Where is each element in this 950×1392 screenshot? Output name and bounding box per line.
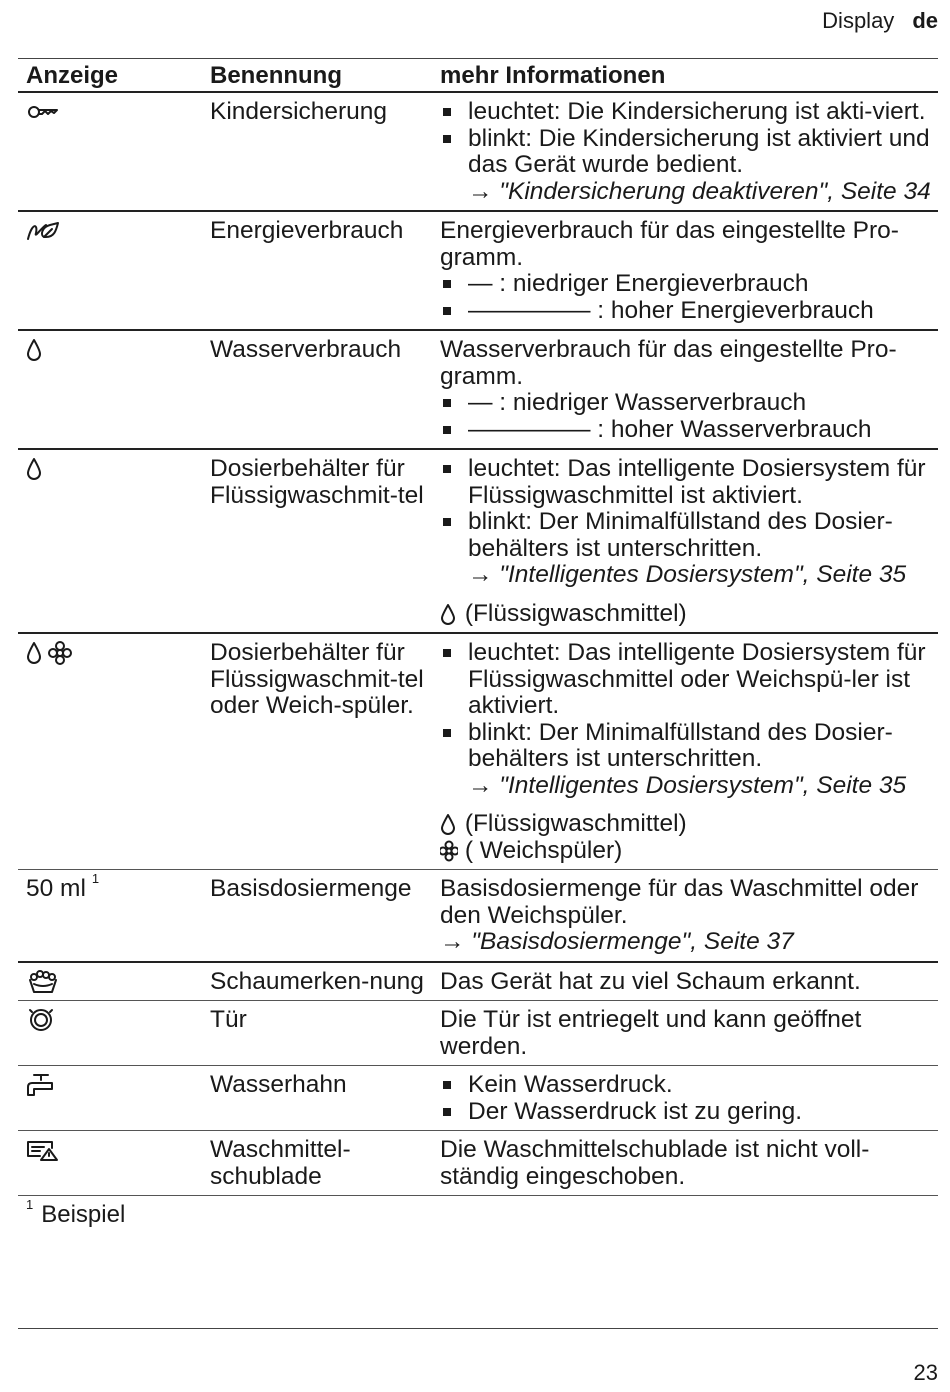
list-item: blinkt: Der Minimalfüllstand des Dosier-behälters ist unterschritten. — [440, 720, 938, 773]
row-label: Schaumerken-nung — [202, 962, 432, 1001]
row-label: Wasserverbrauch — [202, 330, 432, 449]
footnote-row — [18, 1196, 938, 1234]
cross-reference: → "Intelligentes Dosiersystem", Seite 35 — [468, 561, 907, 588]
foam-icon — [26, 970, 60, 994]
row-label: Energieverbrauch — [202, 211, 432, 330]
list-item: — : niedriger Wasserverbrauch — [440, 390, 938, 417]
footnote-marker: 1 — [26, 1197, 34, 1212]
energy-icon — [26, 219, 60, 243]
table-row — [18, 1001, 938, 1066]
icon-legend — [440, 811, 938, 838]
footnote-marker: 1 — [91, 870, 100, 886]
description: Energieverbrauch für das eingestellte Pro-gramm. — [440, 217, 899, 271]
key-icon — [26, 100, 60, 124]
water-drop-icon — [26, 338, 60, 362]
description: Das Gerät hat zu viel Schaum erkannt. — [432, 962, 938, 1001]
legend-text: (Flüssigwaschmittel) — [464, 810, 687, 837]
flower-icon — [440, 840, 458, 862]
table-row — [18, 92, 938, 211]
legend-text: (Flüssigwaschmittel) — [464, 599, 687, 627]
description: Wasserverbrauch für das eingestellte Pro-gramm. — [440, 336, 897, 390]
table-row — [18, 211, 938, 330]
table-row — [18, 330, 938, 449]
legend-text: ( Weichspüler) — [464, 836, 623, 864]
table-row — [18, 449, 938, 633]
description: Basisdosiermenge für das Waschmittel oder den Weichspüler. — [440, 875, 919, 929]
display-table — [18, 58, 938, 1234]
cross-reference: → "Intelligentes Dosiersystem", Seite 35 — [468, 771, 907, 799]
list-item: leuchtet: Das intelligente Dosiersystem für Flüssigwaschmittel ist aktiviert. — [440, 456, 938, 509]
page-number: 23 — [913, 1359, 938, 1385]
table-bottom-rule — [18, 1328, 938, 1329]
water-drop-icon — [440, 603, 458, 625]
list-item: Kein Wasserdruck. — [440, 1072, 938, 1099]
list-item: ————— : hoher Wasserverbrauch — [440, 417, 938, 444]
table-row — [18, 870, 938, 962]
cross-reference: → "Kindersicherung deaktiveren", Seite 34 — [468, 177, 931, 205]
list-item: ————— : hoher Energieverbrauch — [440, 298, 938, 325]
water-drop-icon — [26, 457, 60, 481]
description: Die Waschmittelschublade ist nicht voll-ständig eingeschoben. — [432, 1131, 938, 1196]
list-item: blinkt: Die Kindersicherung ist aktiviert und das Gerät wurde bedient. — [440, 126, 938, 179]
row-label: Dosierbehälter für Flüssigwaschmit-tel — [202, 449, 432, 633]
door-icon — [26, 1008, 60, 1032]
drop-and-flower-icon — [26, 641, 78, 665]
row-label: Wasserhahn — [202, 1066, 432, 1131]
row-label: Kindersicherung — [210, 98, 388, 125]
table-row — [18, 962, 938, 1001]
section-title: Display — [822, 8, 895, 33]
row-label: Dosierbehälter für Flüssigwaschmit-tel oder Weich-spüler. — [202, 633, 432, 870]
water-tap-icon — [26, 1073, 60, 1097]
table-header-row — [18, 58, 938, 92]
column-header: mehr Informationen — [432, 58, 938, 92]
cross-reference: → "Basisdosiermenge", Seite 37 — [440, 928, 794, 955]
row-label: Tür — [202, 1001, 432, 1066]
list-item: Der Wasserdruck ist zu gering. — [440, 1099, 938, 1126]
list-item: leuchtet: Die Kindersicherung ist akti-viert. — [440, 99, 938, 126]
list-item: leuchtet: Das intelligente Dosiersystem für Flüssigwaschmittel oder Weichspü-ler ist aktiviert. — [440, 640, 938, 720]
description: Die Tür ist entriegelt und kann geöffnet werden. — [432, 1001, 938, 1066]
drawer-warning-icon — [26, 1138, 60, 1162]
table-row — [18, 633, 938, 870]
column-header: Anzeige — [18, 58, 202, 92]
row-label: Basisdosiermenge — [202, 870, 432, 962]
page-header — [822, 8, 938, 34]
table-row — [18, 1066, 938, 1131]
water-drop-icon — [440, 813, 458, 835]
list-item: — : niedriger Energieverbrauch — [440, 271, 938, 298]
language-code: de — [912, 8, 938, 33]
icon-legend — [440, 601, 938, 628]
column-header: Benennung — [202, 58, 432, 92]
row-label: Waschmittel-schublade — [202, 1131, 432, 1196]
footnote-text: Beispiel — [41, 1201, 126, 1228]
icon-legend — [440, 838, 938, 865]
table-row — [18, 1131, 938, 1196]
display-value: 50 ml — [26, 875, 86, 902]
list-item: blinkt: Der Minimalfüllstand des Dosier-behälters ist unterschritten. — [440, 509, 938, 562]
